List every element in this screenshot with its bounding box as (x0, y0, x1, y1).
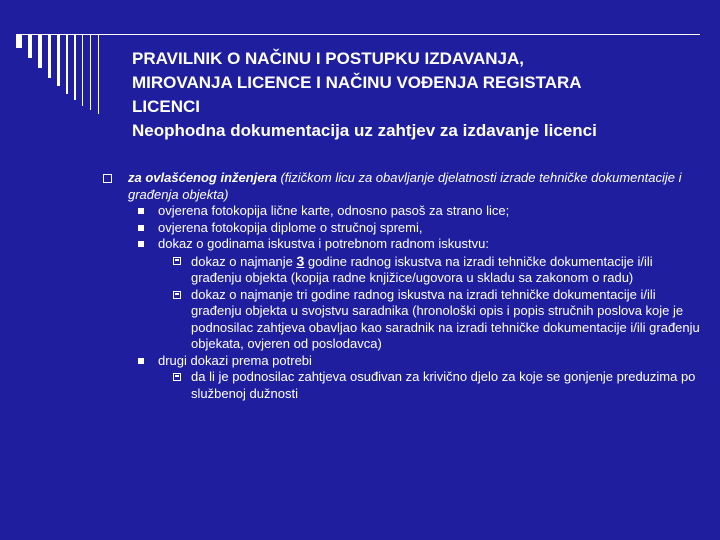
square-bullet-icon (138, 225, 144, 231)
list-subitem (103, 369, 703, 402)
sub2-text: dokaz o najmanje tri godine radnog iskustva na izradi tehničke dokumentacije i/ili građenju objekta u svojstvu saradnika (hronološki opis i popis stručnih poslova koje je podnosilac zahtjeva obavljao kao saradnik na izradi tehničke dokumentacije i/ili građenju objekata, ovjeren od poslodavca) (191, 286, 700, 351)
list-item-engineer (103, 170, 703, 203)
square-bullet-icon (138, 241, 144, 247)
other-sub-text: da li je podnosilac zahtjeva osuđivan za krivično djelo za koje se gonjenje preduzima po službenoj dužnosti (191, 369, 696, 401)
title-line-4: Neophodna dokumentacija uz zahtjev za izdavanje licenci (132, 121, 597, 140)
content (103, 170, 703, 402)
list-item (103, 203, 703, 220)
list-subitem (103, 253, 703, 287)
intro-bold: za ovlašćenog inženjera (128, 170, 277, 185)
title-line-2: MIROVANJA LICENCE I NAČINU VOĐENJA REGISTARA (132, 73, 582, 92)
box-bullet-icon (173, 291, 181, 299)
list-item (103, 236, 703, 253)
decorative-bars (16, 34, 136, 114)
square-bullet-icon (138, 208, 144, 214)
box-bullet-icon (173, 373, 181, 381)
list-item (103, 353, 703, 370)
title-line-1: PRAVILNIK O NAČINU I POSTUPKU IZDAVANJA, (132, 49, 524, 68)
slide-title (132, 47, 692, 143)
item-text: ovjerena fotokopija diplome o stručnoj spremi, (158, 219, 423, 235)
title-line-3: LICENCI (132, 97, 200, 116)
sub1-number: 3 (296, 252, 305, 269)
intro-rest: (fizičkom licu za obavljanje djelatnosti izrade tehničke dokumentacije i građenja objekta) (128, 170, 682, 202)
item-text: dokaz o godinama iskustva i potrebnom radnom iskustvu: (158, 236, 489, 251)
box-bullet-icon (173, 257, 181, 265)
item-text: drugi dokazi prema potrebi (158, 352, 312, 368)
sub1-pre: dokaz o najmanje (191, 253, 297, 269)
item-text: ovjerena fotokopija lične karte, odnosno pasoš za strano lice; (158, 203, 510, 218)
list-item (103, 220, 703, 237)
list-subitem (103, 287, 703, 353)
hollow-square-bullet-icon (103, 174, 112, 183)
square-bullet-icon (138, 358, 144, 364)
sub1-post: godine radnog iskustva na izradi tehničke dokumentacije i/ili građenju objekta (kopija radne knjižice/ugovora u skladu sa zakonom o radu) (191, 253, 653, 285)
